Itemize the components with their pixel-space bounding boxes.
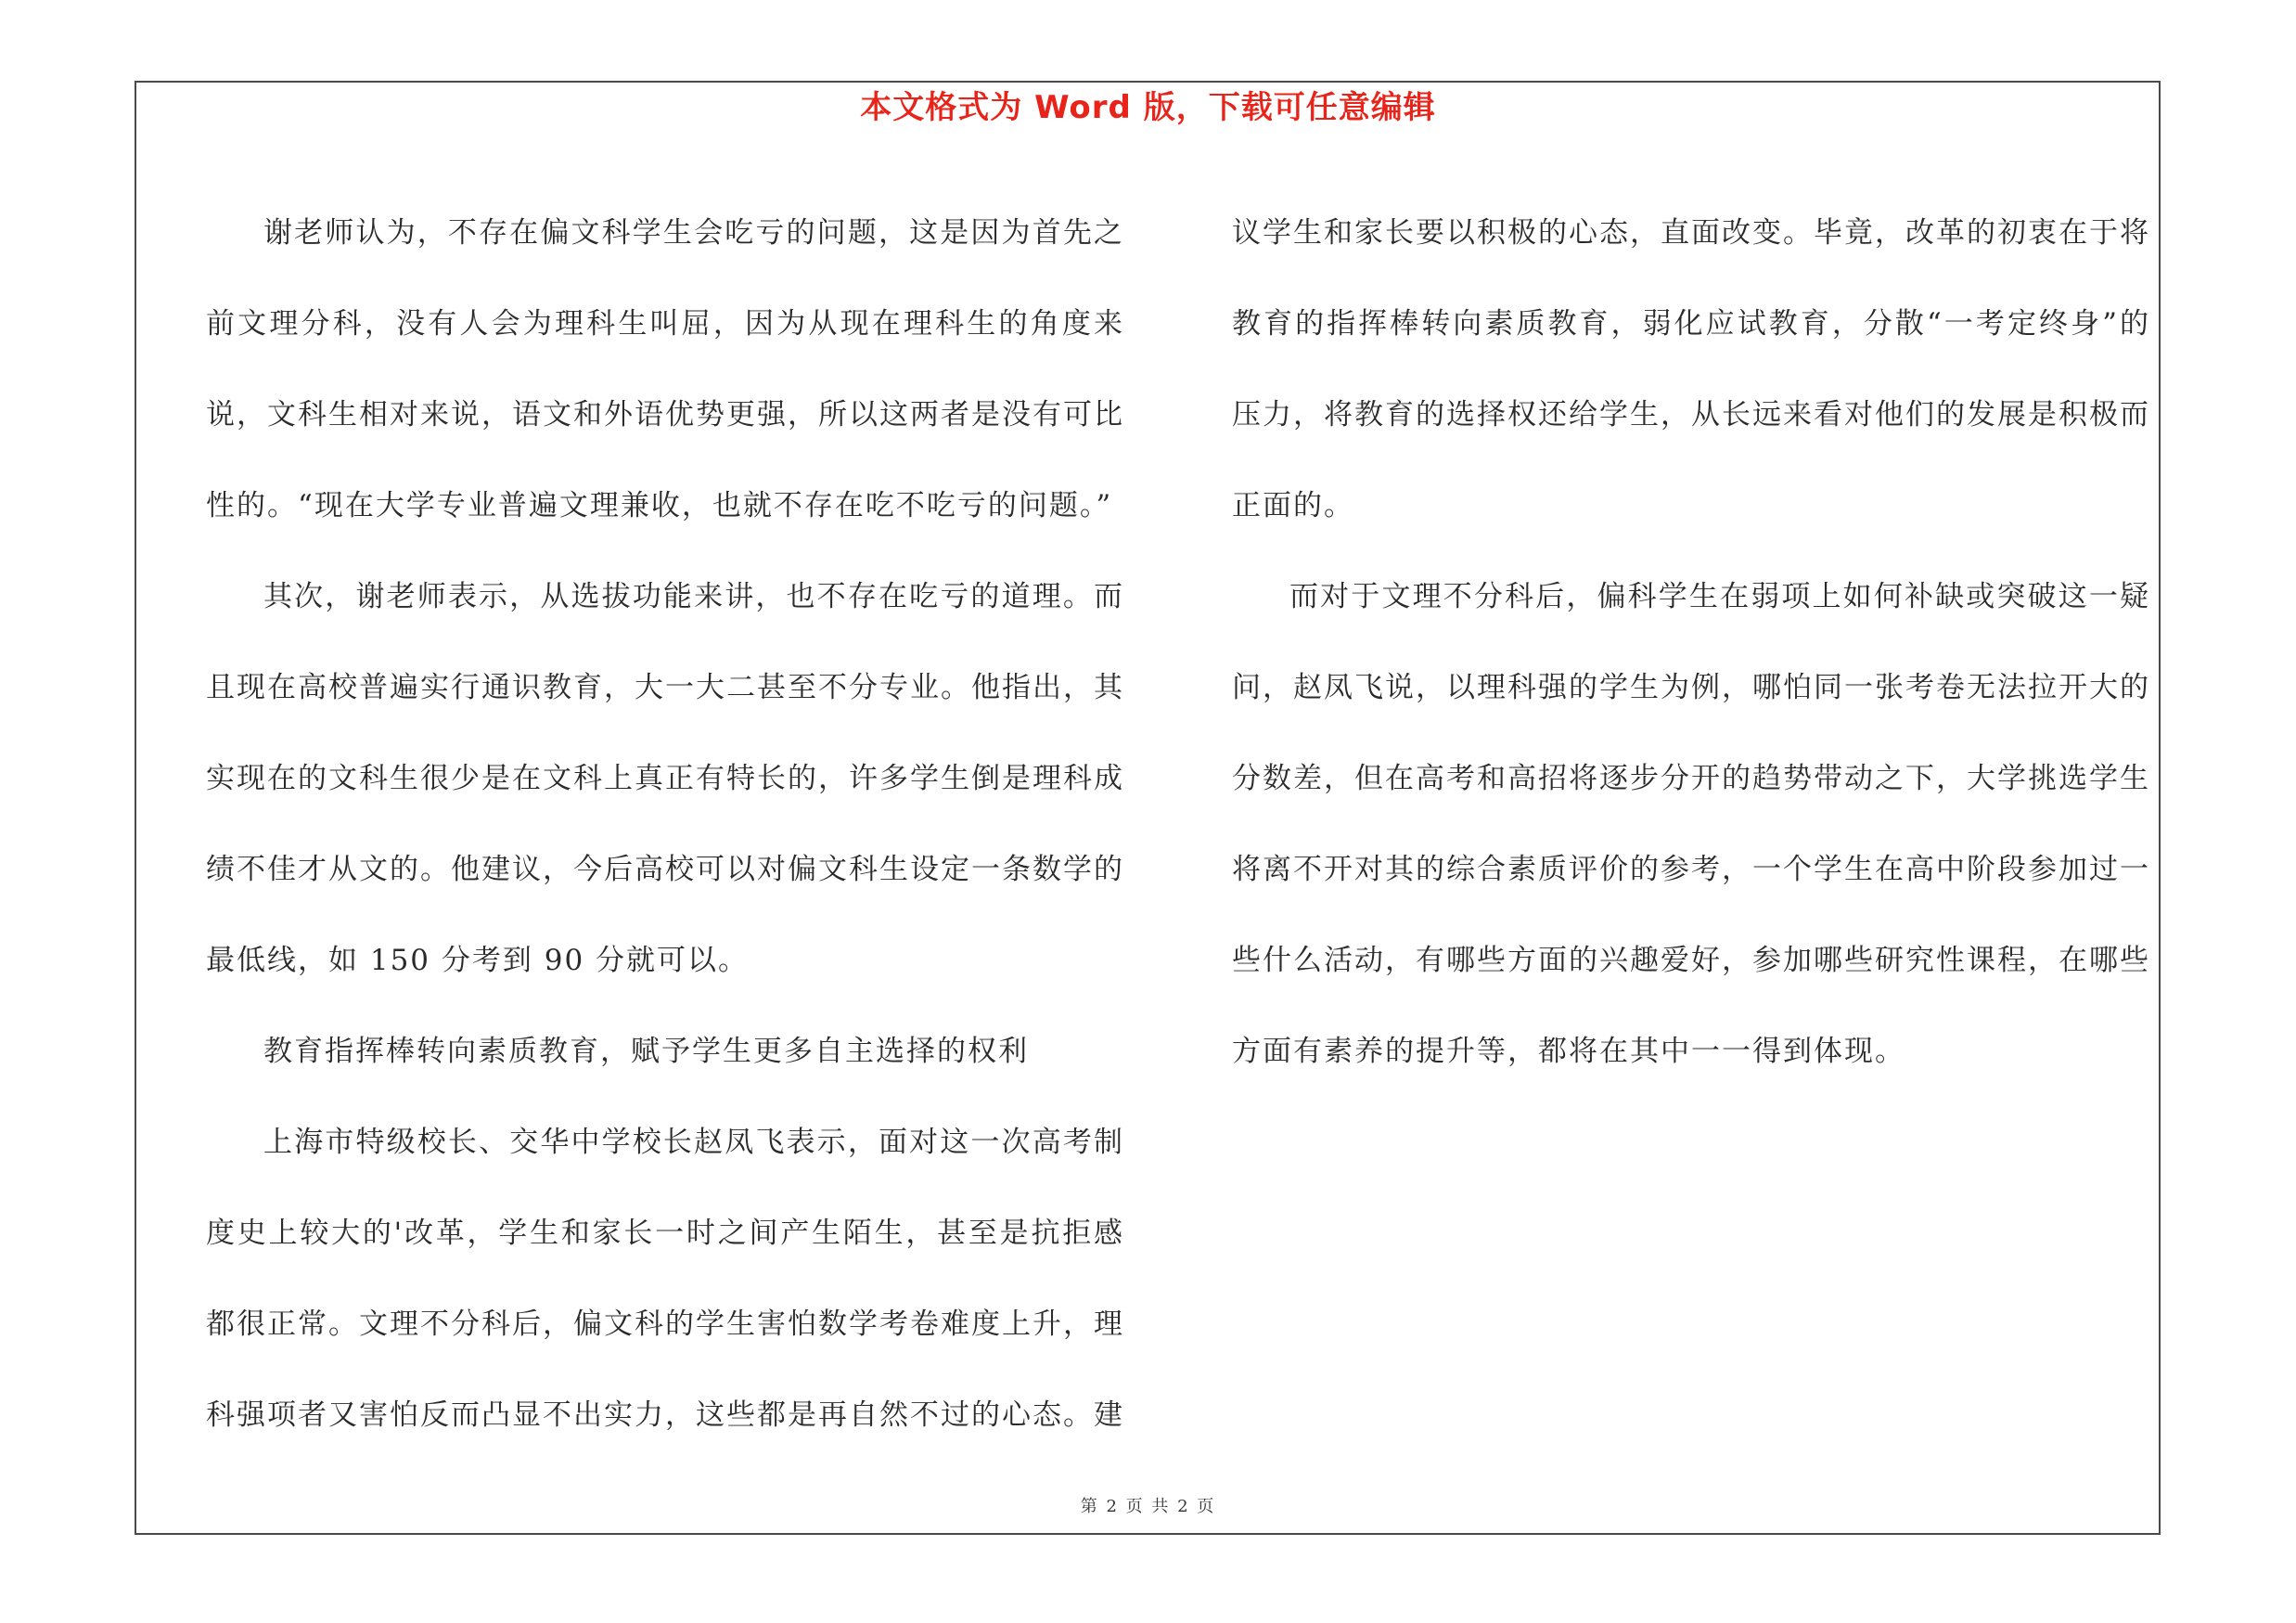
paragraph-continuation: 议学生和家长要以积极的心态，直面改变。毕竟，改革的初衷在于将教育的指挥棒转向素质教育，弱化应试教育，分散“一考定终身”的压力，将教育的选择权还给学生，从长远来看对他们的发展是积极而正面的。 — [1232, 216, 2150, 522]
page-number: 第 2 页 共 2 页 — [1080, 1497, 1216, 1516]
paragraph: 而对于文理不分科后，偏科学生在弱项上如何补缺或突破这一疑问，赵凤飞说，以理科强的学生为例，哪怕同一张考卷无法拉开大的分数差，但在高考和高招将逐步分开的趋势带动之下，大学挑选学生将离不开对其的综合素质评价的参考，一个学生在高中阶段参加过一些什么活动，有哪些方面的兴趣爱好，参加哪些研究性课程，在哪些方面有素养的提升等，都将在其中一一得到体现。 — [1232, 580, 2150, 1068]
word-format-notice: 本文格式为 Word 版，下载可任意编辑 — [860, 89, 1436, 126]
right-text-column — [1232, 187, 2150, 1097]
paragraph: 上海市特级校长、交华中学校长赵凤飞表示，面对这一次高考制度史上较大的'改革，学生和家长一时之间产生陌生，甚至是抗拒感都很正常。文理不分科后，偏文科的学生害怕数学考卷难度上升，理科强项者又害怕反而凸显不出实力，这些都是再自然不过的心态。建 — [206, 1126, 1124, 1432]
paragraph: 谢老师认为，不存在偏文科学生会吃亏的问题，这是因为首先之前文理分科，没有人会为理科生叫屈，因为从现在理科生的角度来说，文科生相对来说，语文和外语优势更强，所以这两者是没有可比性的。“现在大学专业普遍文理兼收，也就不存在吃不吃亏的问题。” — [206, 216, 1124, 522]
section-heading: 教育指挥棒转向素质教育，赋予学生更多自主选择的权利 — [263, 1035, 1029, 1068]
left-text-column — [206, 187, 1124, 1461]
paragraph: 其次，谢老师表示，从选拔功能来讲，也不存在吃亏的道理。而且现在高校普遍实行通识教育，大一大二甚至不分专业。他指出，其实现在的文科生很少是在文科上真正有特长的，许多学生倒是理科成绩不佳才从文的。他建议，今后高校可以对偏文科生设定一条数学的最低线，如 150 分考到 90 分就可以。 — [206, 580, 1124, 977]
